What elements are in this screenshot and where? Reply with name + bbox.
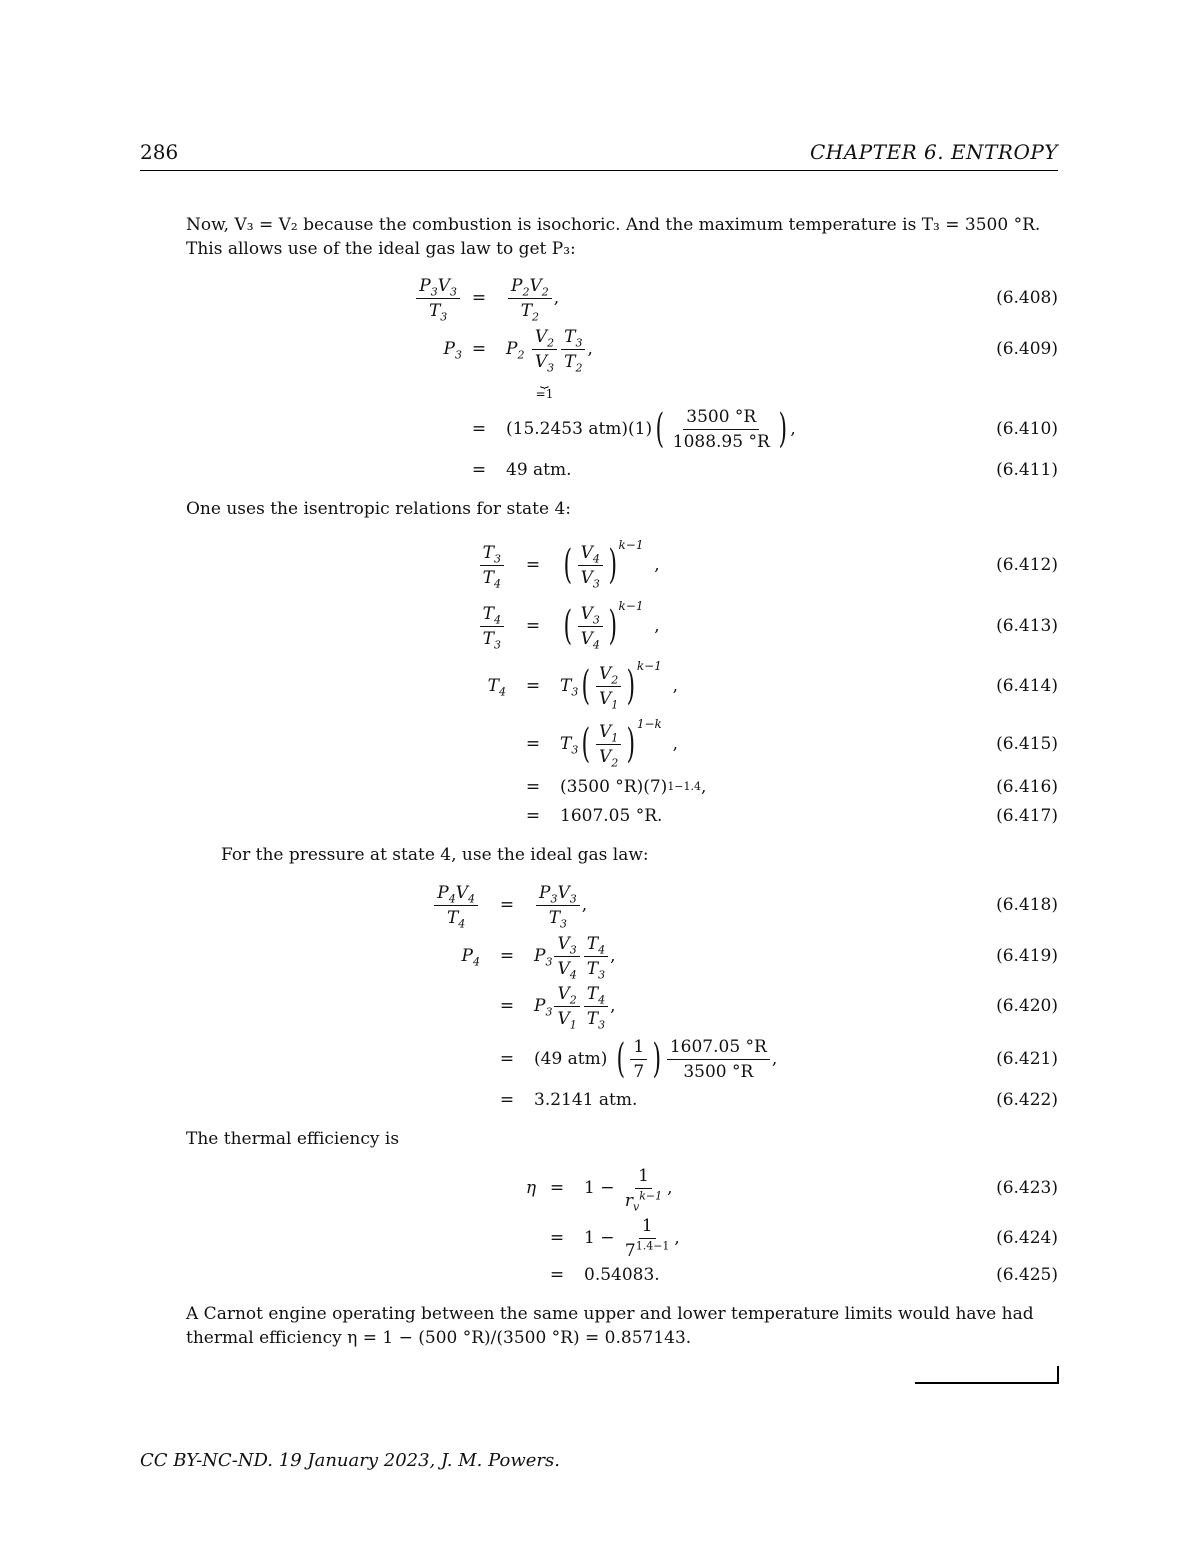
equation-6-420: = $P_3$ $\frac{V_2}{V_1}$ $\frac{T_4}{T_3}$ , (6.420) [0,981,1200,1031]
equation-number: (6.420) [996,996,1058,1016]
equation-number: (6.425) [996,1265,1058,1285]
page-footer: CC BY-NC-ND. 19 January 2023, J. M. Powers. [140,1450,560,1471]
exponent: k−1 [636,659,662,673]
equation-number: (6.415) [996,734,1058,754]
equation-6-417: = 1607.05 °R. (6.417) [0,791,1200,841]
paragraph-intro-line1: Now, V₃ = V₂ because the combustion is isochoric. And the maximum temperature is T₃ = 3500 °R. [186,215,1041,235]
equation-6-414: $T_4$ = $T_3$ ( $\frac{V_2}{V_1}$ ) k−1 , (6.414) [487,659,1058,711]
equation-6-416: = (3500 °R)(7) 1−1.4 , (6.416) [0,762,1200,812]
equation-6-424: = 1 − $\frac{1}{7^{1.4-1}}$ , (6.424) [0,1213,1200,1263]
running-header [140,140,1058,171]
equation-value: 0.54083. [584,1265,660,1285]
paragraph-efficiency: The thermal efficiency is [186,1129,400,1149]
equation-6-419: $P_4$ = $P_3$ $\frac{V_3}{V_4}$ $\frac{T_4}{T_3}$ , (6.419) [0,931,1200,981]
equation-number: (6.416) [996,777,1058,797]
fraction-numerator: 3500 °R [683,407,759,430]
underbrace: ⏟ [540,372,549,389]
equation-value: 49 atm. [506,460,572,480]
equation-number: (6.413) [996,616,1058,636]
paragraph-pressure: For the pressure at state 4, use the ideal gas law: [221,845,649,865]
equation-value: (3500 °R)(7) [560,777,668,797]
fraction-numerator: 1607.05 °R [667,1037,770,1060]
equation-number: (6.412) [996,555,1058,575]
paragraph-isentropic: One uses the isentropic relations for state 4: [186,499,571,519]
equation-number: (6.414) [996,676,1058,696]
equation-6-412: $\frac{T_3}{T_4}$ = ( $\frac{V_4}{V_3}$ ) k−1 , (6.412) [0,540,1200,590]
paragraph-carnot-line1: A Carnot engine operating between the same upper and lower temperature limits would have had [186,1304,1034,1324]
equation-number: (6.409) [996,339,1058,359]
exponent: k−1 [618,599,644,613]
equation-6-410: = (15.2453 atm)(1) ( $\frac{3500 ^\circ R}{1088.95 ^\circ R}$ ) , (6.410) [471,406,1058,452]
equation-number: (6.410) [996,419,1058,439]
paragraph-carnot-line2: thermal efficiency η = 1 − (500 °R)/(3500 °R) = 0.857143. [186,1328,692,1348]
equation-number: (6.424) [996,1228,1058,1248]
equation-value: (49 atm) [534,1049,608,1069]
equation-value: (15.2453 atm)(1) [506,419,653,439]
equation-number: (6.419) [996,946,1058,966]
exponent: k−1 [618,538,644,552]
equation-number: (6.423) [996,1178,1058,1198]
fraction-denominator: 3500 °R [683,1061,754,1082]
equation-number: (6.422) [996,1090,1058,1110]
equation-number: (6.408) [996,288,1058,308]
exponent: 1−k [636,717,662,731]
equation-6-415: = $T_3$ ( $\frac{V_1}{V_2}$ ) 1−k , (6.415) [525,717,1058,769]
equation-6-418: $\frac{P_4V_4}{T_4}$ = $\frac{P_3V_3}{T_3}$ , (6.418) [0,880,1200,930]
equation-number: (6.418) [996,895,1058,915]
equation-6-409: $P_3$ = $P_2$ $\frac{V_2}{V_3}$ ⏟ =1 $\frac{T_3}{T_2}$ , (6.409) [0,324,1200,374]
equation-number: (6.417) [996,806,1058,826]
equation-6-422: = 3.2141 atm. (6.422) [0,1075,1200,1125]
chapter-title: CHAPTER 6. ENTROPY [810,140,1058,164]
equation-6-423: η = 1 − $\frac{1}{r_v^{k-1}}$ , (6.423) [0,1163,1200,1213]
equation-value: 1607.05 °R. [560,806,663,826]
underbrace-label: =1 [535,386,554,401]
equation-number: (6.421) [996,1049,1058,1069]
equation-6-425: = 0.54083. (6.425) [0,1250,1200,1300]
equation-6-421: = (49 atm) ( $\frac{1}{7}$ ) $\frac{1607.05 ^\circ R}{3500 ^\circ R}$ , (6.421) [499,1036,1058,1082]
equation-6-413: $\frac{T_4}{T_3}$ = ( $\frac{V_3}{V_4}$ ) k−1 , (6.413) [0,601,1200,651]
fraction-denominator: 1088.95 °R [672,431,770,452]
equation-6-411: = 49 atm. (6.411) [0,445,1200,495]
exponent: 1.4−1 [635,1238,670,1252]
equation-6-408: $\frac{P_3V_3}{T_3}$ = $\frac{P_2V_2}{T_2}$ , (6.408) [0,273,1200,323]
page-number: 286 [140,140,179,164]
equation-value: 3.2141 atm. [534,1090,638,1110]
paragraph-intro-line2: This allows use of the ideal gas law to get P₃: [186,239,576,259]
end-of-example-mark [915,1366,1059,1384]
equation-number: (6.411) [996,460,1058,480]
